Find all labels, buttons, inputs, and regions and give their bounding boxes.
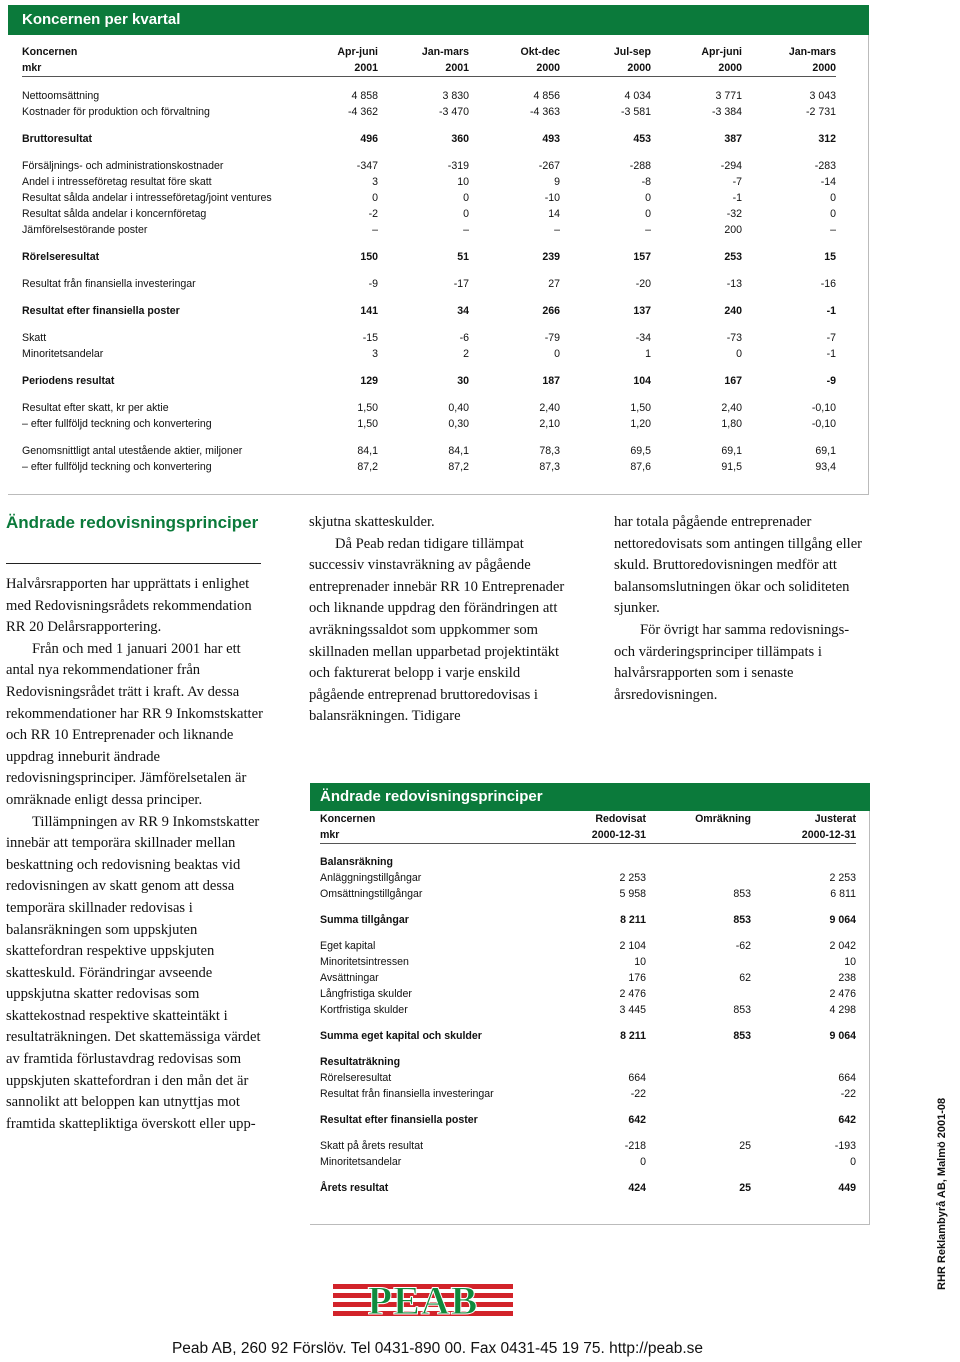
spacer-row: [22, 362, 836, 373]
value-cell: 3: [372, 348, 378, 360]
header-label: mkr: [320, 829, 340, 841]
value-cell: [646, 870, 751, 886]
value-cell: –: [372, 224, 378, 236]
table-row: [320, 954, 856, 970]
table-row: [320, 1086, 856, 1102]
row-label: Långfristiga skulder: [320, 988, 412, 1000]
value-cell: 2,40: [539, 402, 560, 414]
value-cell: 3 445: [619, 1004, 646, 1016]
value-cell: 200: [724, 224, 742, 236]
value-cell: 449: [838, 1182, 856, 1194]
value-cell: 0: [830, 208, 836, 220]
value-cell: 0: [554, 348, 560, 360]
row-label: Kortfristiga skulder: [320, 1004, 408, 1016]
value-cell: -193: [834, 1140, 856, 1152]
header-cell: Jul-sep: [613, 46, 651, 58]
table-row: [22, 346, 836, 362]
value-cell: 2: [463, 348, 469, 360]
value-cell: 253: [724, 251, 742, 263]
value-cell: -73: [726, 332, 742, 344]
value-cell: 2 104: [619, 940, 646, 952]
value-cell: [646, 1070, 751, 1086]
row-label: Balansräkning: [320, 856, 394, 868]
value-cell: -2: [368, 208, 378, 220]
value-cell: -2 731: [805, 106, 836, 118]
value-cell: -10: [544, 192, 560, 204]
row-label: Anläggningstillgångar: [320, 872, 422, 884]
header-cell: 2001: [445, 62, 469, 74]
value-cell: 2 476: [619, 988, 646, 1000]
table-row: [320, 870, 856, 886]
value-cell: 266: [542, 305, 560, 317]
header-cell: [646, 827, 751, 844]
value-cell: 0,40: [448, 402, 469, 414]
value-cell: -16: [820, 278, 836, 290]
value-cell: 176: [628, 972, 646, 984]
row-label: Kostnader för produktion och förvaltning: [22, 106, 210, 118]
row-label: Nettoomsättning: [22, 90, 100, 102]
total-row: [320, 1112, 856, 1128]
value-cell: -32: [726, 208, 742, 220]
value-cell: –: [463, 224, 469, 236]
value-cell: 1,20: [630, 418, 651, 430]
value-cell: -15: [362, 332, 378, 344]
total-row: [22, 131, 836, 147]
value-cell: 2,10: [539, 418, 560, 430]
value-cell: -22: [840, 1088, 856, 1100]
value-cell: 87,2: [448, 461, 469, 473]
restatement-title: Ändrade redovisningsprinciper: [310, 783, 870, 811]
value-cell: [751, 854, 856, 870]
peab-logo: [333, 1280, 513, 1320]
row-label: Resultaträkning: [320, 1056, 401, 1068]
header-row: [320, 827, 856, 844]
value-cell: -3 581: [620, 106, 651, 118]
value-cell: 0: [645, 208, 651, 220]
article-heading: Ändrade redovisningsprinciper: [6, 513, 259, 532]
table-row: [22, 190, 836, 206]
value-cell: 157: [633, 251, 651, 263]
row-label: Minoritetsandelar: [22, 348, 104, 360]
value-cell: 87,2: [357, 461, 378, 473]
value-cell: 0: [640, 1156, 646, 1168]
value-cell: 0: [830, 192, 836, 204]
value-cell: -34: [635, 332, 651, 344]
value-cell: 0: [463, 208, 469, 220]
value-cell: -294: [720, 160, 742, 172]
spacer-row: [22, 265, 836, 276]
value-cell: -3 470: [438, 106, 469, 118]
value-cell: -347: [356, 160, 378, 172]
table-row: [22, 459, 836, 475]
value-cell: [646, 986, 751, 1002]
value-cell: –: [645, 224, 651, 236]
value-cell: 141: [360, 305, 378, 317]
value-cell: -7: [732, 176, 742, 188]
value-cell: -0,10: [811, 402, 836, 414]
header-cell: Justerat: [814, 813, 856, 825]
row-label: Avsättningar: [320, 972, 379, 984]
value-cell: 30: [457, 375, 469, 387]
row-label: Rörelseresultat: [320, 1072, 392, 1084]
row-label: Rörelseresultat: [22, 251, 100, 263]
value-cell: -288: [629, 160, 651, 172]
value-cell: 0: [645, 192, 651, 204]
value-cell: -13: [726, 278, 742, 290]
value-cell: 1,50: [630, 402, 651, 414]
value-cell: 4 858: [351, 90, 378, 102]
quarterly-title: Koncernen per kvartal: [8, 5, 869, 35]
value-cell: -4 362: [347, 106, 378, 118]
header-cell: 2000: [536, 62, 560, 74]
value-cell: 312: [818, 133, 836, 145]
row-label: Resultat från finansiella investeringar: [320, 1088, 494, 1100]
row-label: Resultat efter finansiella poster: [22, 305, 180, 317]
value-cell: 8 211: [620, 1030, 646, 1042]
table-row: [320, 1154, 856, 1170]
value-cell: [646, 954, 751, 970]
header-label: Koncernen: [320, 813, 376, 825]
article-column-2: [309, 512, 565, 728]
logo-wordmark: PEAB: [367, 1280, 479, 1320]
header-cell: 2000-12-31: [801, 829, 856, 841]
header-cell: 2001: [354, 62, 378, 74]
value-cell: 10: [457, 176, 469, 188]
spacer-row: [22, 292, 836, 303]
value-cell: 150: [360, 251, 378, 263]
value-cell: 3 830: [442, 90, 469, 102]
value-cell: [646, 1154, 751, 1170]
value-cell: –: [830, 224, 836, 236]
value-cell: 0: [463, 192, 469, 204]
spacer-row: [22, 120, 836, 131]
value-cell: 642: [628, 1114, 646, 1126]
value-cell: 2 042: [829, 940, 856, 952]
table-row: [320, 1138, 856, 1154]
table-row: [22, 330, 836, 346]
value-cell: -1: [732, 192, 742, 204]
value-cell: 34: [457, 305, 469, 317]
row-label: Andel i intresseföretag resultat före skatt: [22, 176, 212, 188]
header-row: [22, 44, 836, 60]
value-cell: 25: [739, 1140, 751, 1152]
quarterly-table: [22, 44, 836, 475]
row-label: Resultat sålda andelar i intresseföretag/joint ventures: [22, 192, 272, 204]
table-row: [22, 416, 836, 432]
paragraph: har totala pågående entreprenader nettoredovisats som antingen tillgång eller skuld. Bruttoredovisningen medför att balansomslutningen ökar och soliditeten sjunker.: [614, 514, 863, 617]
paragraph: Från och med 1 januari 2001 har ett antal nya rekommendationer från Redovisningsrådet trätt i kraft. Av dessa rekommendationer har RR 9 Inkomstskatter och RR 10 Entreprenader och liknande uppdrag inneburit ändrade redovisningsprinciper. Jämförelsetalen är omräknade enligt dessa principer.: [6, 640, 263, 808]
row-label: – efter fullföljd teckning och konvertering: [22, 418, 212, 430]
value-cell: -319: [447, 160, 469, 172]
row-label: Bruttoresultat: [22, 133, 93, 145]
value-cell: 10: [844, 956, 856, 968]
section-header-row: [320, 854, 856, 870]
table-row: [22, 104, 836, 120]
spacer-row: [320, 1018, 856, 1028]
paragraph: För övrigt har samma redovisnings- och värderingsprinciper tillämpats i halvårsrapporten som i senaste årsredovisningen.: [614, 621, 850, 703]
value-cell: -14: [820, 176, 836, 188]
value-cell: 187: [542, 375, 560, 387]
table-row: [22, 206, 836, 222]
header-cell: 2000: [627, 62, 651, 74]
spacer-row: [22, 319, 836, 330]
total-row: [320, 1028, 856, 1044]
table-row: [320, 938, 856, 954]
value-cell: 238: [838, 972, 856, 984]
row-label: Försäljnings- och administrationskostnader: [22, 160, 224, 172]
table-row: [22, 400, 836, 416]
value-cell: 84,1: [448, 445, 469, 457]
row-label: Skatt: [22, 332, 47, 344]
header-cell: 2000: [812, 62, 836, 74]
value-cell: -62: [735, 940, 751, 952]
value-cell: 424: [628, 1182, 646, 1194]
value-cell: 167: [724, 375, 742, 387]
value-cell: -8: [641, 176, 651, 188]
row-label: Summa tillgångar: [320, 914, 409, 926]
value-cell: 2,40: [721, 402, 742, 414]
header-cell: Apr-juni: [701, 46, 742, 58]
value-cell: 2 476: [829, 988, 856, 1000]
value-cell: 0: [850, 1156, 856, 1168]
row-label: Årets resultat: [320, 1182, 389, 1194]
value-cell: 69,5: [630, 445, 651, 457]
spacer-row: [22, 77, 836, 88]
value-cell: 93,4: [815, 461, 836, 473]
table-row: [22, 158, 836, 174]
value-cell: [646, 1086, 751, 1102]
header-label: Koncernen: [22, 46, 78, 58]
row-label: Genomsnittligt antal utestående aktier, miljoner: [22, 445, 243, 457]
value-cell: [646, 854, 751, 870]
paragraph: Halvårsrapporten har upprättats i enlighet med Redovisningsrådets rekommendation RR 20 Delårsrapportering.: [6, 576, 252, 636]
header-cell: 2000-12-31: [591, 829, 646, 841]
header-cell: Jan-mars: [421, 46, 469, 58]
spacer-row: [22, 432, 836, 443]
section-header-row: [320, 1054, 856, 1070]
value-cell: 496: [360, 133, 378, 145]
restatement-table: [320, 811, 856, 1196]
row-label: Eget kapital: [320, 940, 376, 952]
header-label: mkr: [22, 62, 42, 74]
value-cell: -267: [538, 160, 560, 172]
value-cell: [751, 1054, 856, 1070]
value-cell: 4 856: [533, 90, 560, 102]
value-cell: -22: [630, 1088, 646, 1100]
total-row: [22, 373, 836, 389]
value-cell: 51: [457, 251, 469, 263]
value-cell: 5 958: [619, 888, 646, 900]
value-cell: [646, 1112, 751, 1128]
value-cell: 10: [634, 956, 646, 968]
row-label: Resultat efter finansiella poster: [320, 1114, 478, 1126]
value-cell: 1,80: [721, 418, 742, 430]
value-cell: -218: [624, 1140, 646, 1152]
row-label: Resultat sålda andelar i koncernföretag: [22, 208, 207, 220]
table-row: [320, 886, 856, 902]
row-label: – efter fullföljd teckning och konvertering: [22, 461, 212, 473]
value-cell: 62: [739, 972, 751, 984]
table-row: [22, 174, 836, 190]
value-cell: 453: [633, 133, 651, 145]
value-cell: 9 064: [829, 1030, 856, 1042]
header-row: [320, 811, 856, 827]
value-cell: 129: [360, 375, 378, 387]
value-cell: 664: [628, 1072, 646, 1084]
value-cell: 14: [548, 208, 560, 220]
table-row: [320, 1070, 856, 1086]
paragraph: Då Peab redan tidigare tillämpat successiv vinstavräkning av pågående entreprenader innebär RR 10 Entreprenader och liknande uppdrag den förändringen att avräkningssaldot som uppkommer som skillnaden mellan upparbetad projektintäkt och fakturerat belopp i varje enskild pågående entreprenad bruttoredovisas i balansräkningen. Tidigare: [309, 535, 565, 725]
value-cell: [560, 854, 646, 870]
row-label: Skatt på årets resultat: [320, 1140, 424, 1152]
value-cell: 69,1: [721, 445, 742, 457]
value-cell: 104: [633, 375, 651, 387]
value-cell: 387: [724, 133, 742, 145]
spacer-row: [320, 1102, 856, 1112]
side-credit-text: RHR Reklambyrå AB, Malmö 2001-08: [936, 1097, 948, 1290]
article-column-1: [6, 574, 264, 1135]
value-cell: 239: [542, 251, 560, 263]
value-cell: –: [554, 224, 560, 236]
value-cell: 3 043: [809, 90, 836, 102]
spacer-row: [320, 1128, 856, 1138]
value-cell: 853: [733, 914, 751, 926]
total-row: [320, 912, 856, 928]
spacer-row: [320, 844, 856, 854]
value-cell: 1: [645, 348, 651, 360]
value-cell: 853: [733, 888, 751, 900]
header-cell: Redovisat: [595, 813, 646, 825]
header-cell: Jan-mars: [788, 46, 836, 58]
footer-contact: Peab AB, 260 92 Förslöv. Tel 0431-890 00. Fax 0431-45 19 75. http://peab.se: [171, 1340, 704, 1357]
value-cell: -20: [635, 278, 651, 290]
header-cell: Okt-dec: [520, 46, 560, 58]
value-cell: 84,1: [357, 445, 378, 457]
value-cell: 4 034: [624, 90, 651, 102]
value-cell: 3: [372, 176, 378, 188]
value-cell: 9: [554, 176, 560, 188]
row-label: Minoritetsandelar: [320, 1156, 402, 1168]
value-cell: -3 384: [711, 106, 742, 118]
header-row: [22, 60, 836, 77]
row-label: Jämförelsestörande poster: [22, 224, 148, 236]
header-cell: 2000: [718, 62, 742, 74]
value-cell: 87,3: [539, 461, 560, 473]
value-cell: 137: [633, 305, 651, 317]
value-cell: 0,30: [448, 418, 469, 430]
value-cell: 69,1: [815, 445, 836, 457]
spacer-row: [22, 147, 836, 158]
value-cell: 3 771: [715, 90, 742, 102]
table-row: [22, 88, 836, 104]
paragraph: Tillämpningen av RR 9 Inkomstskatter innebär att temporära skillnader mellan beskattning och redovisning beaktas vid redovisningen av skatt genom att dessa temporära skillnader redovisas i balansräkningen som uppskjuten skattefordran respektive uppskjuten skatteskuld. Förändringar avseende uppskjutna skatter redovisas som skattekostnad respektive skatteintäkt i resultaträkningen. Det skattemässiga värdet av framtida förlustavdrag redovisas som uppskjuten skattefordran i den mån det är sannolikt att beloppen kan utnyttjas mot framtida skattepliktiga överskott eller upp-: [6, 813, 261, 1132]
value-cell: -6: [459, 332, 469, 344]
value-cell: -9: [368, 278, 378, 290]
row-label: Resultat från finansiella investeringar: [22, 278, 196, 290]
table-row: [320, 986, 856, 1002]
value-cell: 664: [838, 1072, 856, 1084]
table-row: [320, 1002, 856, 1018]
value-cell: 1,50: [357, 402, 378, 414]
value-cell: 0: [372, 192, 378, 204]
value-cell: 360: [451, 133, 469, 145]
value-cell: 6 811: [830, 888, 856, 900]
spacer-row: [320, 902, 856, 912]
spacer-row: [320, 928, 856, 938]
total-row: [320, 1180, 856, 1196]
value-cell: -1: [826, 305, 836, 317]
value-cell: 240: [724, 305, 742, 317]
value-cell: -79: [544, 332, 560, 344]
total-row: [22, 303, 836, 319]
header-cell: Omräkning: [695, 813, 751, 825]
heading-rule: [6, 563, 261, 564]
value-cell: -4 363: [529, 106, 560, 118]
value-cell: 2 253: [829, 872, 856, 884]
value-cell: 9 064: [829, 914, 856, 926]
value-cell: 25: [739, 1182, 751, 1194]
table-row: [22, 276, 836, 292]
value-cell: 853: [733, 1004, 751, 1016]
value-cell: 27: [548, 278, 560, 290]
spacer-row: [22, 389, 836, 400]
value-cell: 2 253: [619, 872, 646, 884]
value-cell: 853: [733, 1030, 751, 1042]
value-cell: -9: [826, 375, 836, 387]
row-label: Omsättningstillgångar: [320, 888, 423, 900]
row-label: Periodens resultat: [22, 375, 115, 387]
value-cell: 642: [838, 1114, 856, 1126]
value-cell: 4 298: [829, 1004, 856, 1016]
value-cell: -17: [453, 278, 469, 290]
value-cell: [646, 1054, 751, 1070]
value-cell: 493: [542, 133, 560, 145]
value-cell: -7: [826, 332, 836, 344]
spacer-row: [320, 1044, 856, 1054]
table-row: [22, 443, 836, 459]
value-cell: 78,3: [539, 445, 560, 457]
value-cell: -0,10: [811, 418, 836, 430]
table-row: [22, 222, 836, 238]
value-cell: 91,5: [721, 461, 742, 473]
value-cell: [560, 1054, 646, 1070]
value-cell: 87,6: [630, 461, 651, 473]
total-row: [22, 249, 836, 265]
value-cell: 0: [736, 348, 742, 360]
header-cell: Apr-juni: [337, 46, 378, 58]
value-cell: 1,50: [357, 418, 378, 430]
value-cell: 15: [824, 251, 836, 263]
row-label: Minoritetsintressen: [320, 956, 409, 968]
value-cell: 8 211: [620, 914, 646, 926]
spacer-row: [320, 1170, 856, 1180]
row-label: Resultat efter skatt, kr per aktie: [22, 402, 169, 414]
article-column-3: [614, 512, 864, 706]
table-row: [320, 970, 856, 986]
value-cell: -1: [826, 348, 836, 360]
value-cell: -283: [814, 160, 836, 172]
row-label: Summa eget kapital och skulder: [320, 1030, 482, 1042]
paragraph: skjutna skatteskulder.: [309, 514, 435, 530]
spacer-row: [22, 238, 836, 249]
